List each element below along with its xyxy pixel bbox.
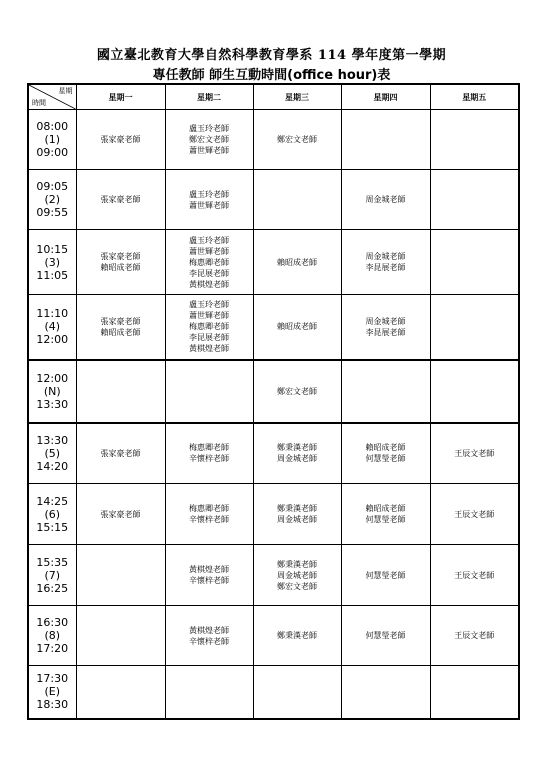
schedule-cell: [165, 360, 253, 423]
schedule-cell: [341, 484, 430, 545]
day-header-mon: 星期一: [76, 84, 165, 110]
teacher-name: 梅惠卿老師: [189, 322, 229, 332]
schedule-cell: [76, 545, 165, 606]
teacher-name: 周金城老師: [277, 515, 317, 524]
schedule-cell: [76, 170, 165, 230]
teacher-name: 辛懷梓老師: [189, 636, 229, 646]
time-slot-cell: [28, 295, 76, 360]
schedule-cell: [253, 666, 341, 719]
time-slot-cell: [28, 606, 76, 666]
schedule-cell: [253, 606, 341, 666]
teacher-name: 蕭世輝老師: [189, 146, 229, 155]
schedule-cell: [253, 170, 341, 230]
time-period: (1): [44, 133, 61, 146]
time-start: 09:05: [36, 180, 69, 193]
teacher-name: 鄭宏文老師: [277, 386, 317, 396]
day-header-fri: 星期五: [430, 84, 519, 110]
teacher-name: 李昆展老師: [189, 333, 229, 343]
schedule-cell: [253, 423, 341, 484]
table-row: [28, 170, 519, 230]
schedule-cell: [430, 423, 519, 484]
teacher-name: 賴昭成老師: [365, 504, 406, 513]
teacher-name: 李昆展老師: [365, 263, 406, 272]
teacher-name: 賴昭成老師: [100, 327, 141, 337]
schedule-cell: [165, 423, 253, 484]
teacher-name: 黃棋煌老師: [189, 279, 229, 289]
teacher-name: 何慧瑩老師: [365, 570, 406, 580]
teacher-name: 鄭秉漢老師: [277, 631, 317, 640]
time-end: 09:55: [36, 206, 69, 219]
teacher-name: 王辰文老師: [454, 448, 495, 458]
teacher-name: 黃棋煌老師: [189, 625, 229, 635]
table-row: [28, 666, 519, 719]
teacher-name: 賴昭成老師: [277, 257, 317, 267]
schedule-cell: [253, 230, 341, 295]
time-period: (2): [44, 193, 61, 206]
teacher-name: 鄭宏文老師: [277, 581, 317, 591]
teacher-name: 鄭宏文老師: [189, 135, 229, 144]
teacher-name: 鄭宏文老師: [277, 135, 317, 144]
table-row: [28, 484, 519, 545]
time-start: 15:35: [36, 555, 69, 569]
time-end: 15:15: [36, 520, 69, 534]
teacher-name: 何慧瑩老師: [365, 454, 406, 464]
schedule-cell: [165, 484, 253, 545]
day-header-tue: 星期二: [165, 84, 253, 110]
time-period: (6): [44, 507, 61, 521]
schedule-cell: [341, 666, 430, 719]
teacher-name: 賴昭成老師: [100, 263, 141, 272]
schedule-cell: [76, 484, 165, 545]
time-slot-cell: [28, 423, 76, 484]
teacher-name: 鄭秉漢老師: [277, 443, 317, 453]
teacher-name: 黃棋煌老師: [189, 565, 229, 574]
teacher-name: 蕭世輝老師: [189, 246, 229, 256]
schedule-cell: [430, 484, 519, 545]
corner-day-label: 星期: [58, 87, 73, 95]
time-slot-cell: [28, 170, 76, 230]
time-period: (N): [43, 384, 61, 398]
time-period: (4): [44, 320, 61, 334]
teacher-name: 賴昭成老師: [365, 443, 406, 453]
time-period: (3): [44, 255, 61, 269]
corner-time-label: 時間: [32, 99, 46, 107]
teacher-name: 梅惠卿老師: [189, 443, 229, 453]
teacher-name: 黃棋煌老師: [189, 344, 229, 354]
teacher-name: 周金城老師: [277, 454, 317, 464]
schedule-cell: [165, 230, 253, 295]
teacher-name: 鄭秉漢老師: [277, 559, 317, 569]
time-slot-cell: [28, 666, 76, 719]
schedule-cell: [253, 360, 341, 423]
time-period: (5): [44, 446, 61, 460]
time-period: (E): [44, 685, 61, 699]
teacher-name: 周金城老師: [365, 252, 406, 261]
teacher-name: 盧玉玲老師: [189, 124, 229, 133]
teacher-name: 周金城老師: [365, 316, 406, 326]
schedule-cell: [341, 110, 430, 170]
schedule-cell: [430, 170, 519, 230]
teacher-name: 李昆展老師: [189, 268, 229, 278]
table-row: [28, 230, 519, 295]
schedule-cell: [430, 545, 519, 606]
table-row: [28, 606, 519, 666]
schedule-cell: [430, 110, 519, 170]
schedule-cell: [76, 360, 165, 423]
table-row: [28, 295, 519, 360]
schedule-cell: [430, 666, 519, 719]
day-header-thu: 星期四: [341, 84, 430, 110]
time-slot-cell: [28, 545, 76, 606]
teacher-name: 李昆展老師: [365, 327, 406, 337]
schedule-cell: [341, 423, 430, 484]
schedule-cell: [76, 423, 165, 484]
time-end: 17:20: [36, 642, 69, 655]
schedule-cell: [253, 484, 341, 545]
time-start: 08:00: [36, 120, 69, 133]
time-start: 16:30: [36, 616, 69, 629]
schedule-cell: [430, 295, 519, 360]
teacher-name: 張家豪老師: [100, 448, 141, 458]
schedule-cell: [430, 360, 519, 423]
table-row: [28, 360, 519, 423]
schedule-cell: [165, 606, 253, 666]
table-row: [28, 423, 519, 484]
time-end: 18:30: [36, 698, 69, 712]
teacher-name: 張家豪老師: [100, 135, 141, 144]
schedule-cell: [341, 170, 430, 230]
schedule-cell: [76, 666, 165, 719]
teacher-name: 何慧瑩老師: [365, 515, 406, 524]
schedule-cell: [76, 230, 165, 295]
teacher-name: 周金城老師: [365, 195, 406, 204]
teacher-name: 賴昭成老師: [277, 322, 317, 332]
schedule-cell: [341, 295, 430, 360]
office-hour-table: [27, 83, 520, 720]
teacher-name: 盧玉玲老師: [189, 300, 229, 310]
schedule-cell: [253, 295, 341, 360]
day-header-wed: 星期三: [253, 84, 341, 110]
schedule-cell: [165, 545, 253, 606]
schedule-cell: [430, 230, 519, 295]
teacher-name: 張家豪老師: [100, 316, 141, 326]
teacher-name: 辛懷梓老師: [189, 454, 229, 464]
schedule-cell: [165, 110, 253, 170]
schedule-cell: [341, 360, 430, 423]
time-slot-cell: [28, 110, 76, 170]
teacher-name: 盧玉玲老師: [189, 189, 229, 199]
schedule-cell: [341, 606, 430, 666]
time-slot-cell: [28, 484, 76, 545]
schedule-cell: [76, 110, 165, 170]
teacher-name: 盧玉玲老師: [189, 235, 229, 245]
time-end: 09:00: [36, 146, 69, 159]
teacher-name: 何慧瑩老師: [365, 631, 406, 640]
teacher-name: 梅惠卿老師: [189, 504, 229, 513]
table-row: [28, 545, 519, 606]
time-start: 10:15: [36, 242, 69, 256]
time-start: 12:00: [36, 371, 69, 385]
teacher-name: 王辰文老師: [454, 631, 495, 640]
schedule-cell: [165, 666, 253, 719]
time-start: 13:30: [36, 433, 69, 447]
table-body: [28, 110, 519, 719]
schedule-cell: [430, 606, 519, 666]
corner-header: [28, 84, 76, 110]
schedule-cell: [76, 295, 165, 360]
schedule-cell: [76, 606, 165, 666]
schedule-cell: [253, 110, 341, 170]
header-row: [28, 84, 519, 110]
time-start: 11:10: [36, 307, 69, 321]
teacher-name: 辛懷梓老師: [189, 515, 229, 524]
teacher-name: 蕭世輝老師: [189, 311, 229, 321]
time-period: (8): [44, 629, 61, 642]
time-period: (7): [44, 568, 61, 582]
schedule-cell: [341, 230, 430, 295]
teacher-name: 張家豪老師: [100, 252, 141, 261]
time-end: 14:20: [36, 459, 69, 473]
teacher-name: 鄭秉漢老師: [277, 504, 317, 513]
schedule-cell: [341, 545, 430, 606]
teacher-name: 周金城老師: [277, 570, 317, 580]
schedule-cell: [165, 170, 253, 230]
teacher-name: 辛懷梓老師: [189, 576, 229, 585]
time-start: 17:30: [36, 672, 69, 686]
schedule-cell: [253, 545, 341, 606]
document-subtitle: 專任教師 師生互動時間(office hour)表: [152, 68, 391, 83]
teacher-name: 王辰文老師: [454, 509, 495, 519]
teacher-name: 張家豪老師: [100, 195, 141, 204]
time-end: 13:30: [36, 397, 69, 411]
document-title: 國立臺北教育大學自然科學教育學系 114 學年度第一學期: [96, 48, 447, 63]
time-end: 16:25: [36, 581, 69, 595]
time-end: 12:00: [36, 333, 69, 347]
teacher-name: 梅惠卿老師: [189, 257, 229, 267]
time-end: 11:05: [36, 268, 69, 282]
teacher-name: 王辰文老師: [454, 570, 495, 580]
time-slot-cell: [28, 230, 76, 295]
time-start: 14:25: [36, 494, 69, 508]
teacher-name: 張家豪老師: [100, 509, 141, 519]
schedule-cell: [165, 295, 253, 360]
time-slot-cell: [28, 360, 76, 423]
table-row: [28, 110, 519, 170]
teacher-name: 蕭世輝老師: [189, 200, 229, 210]
